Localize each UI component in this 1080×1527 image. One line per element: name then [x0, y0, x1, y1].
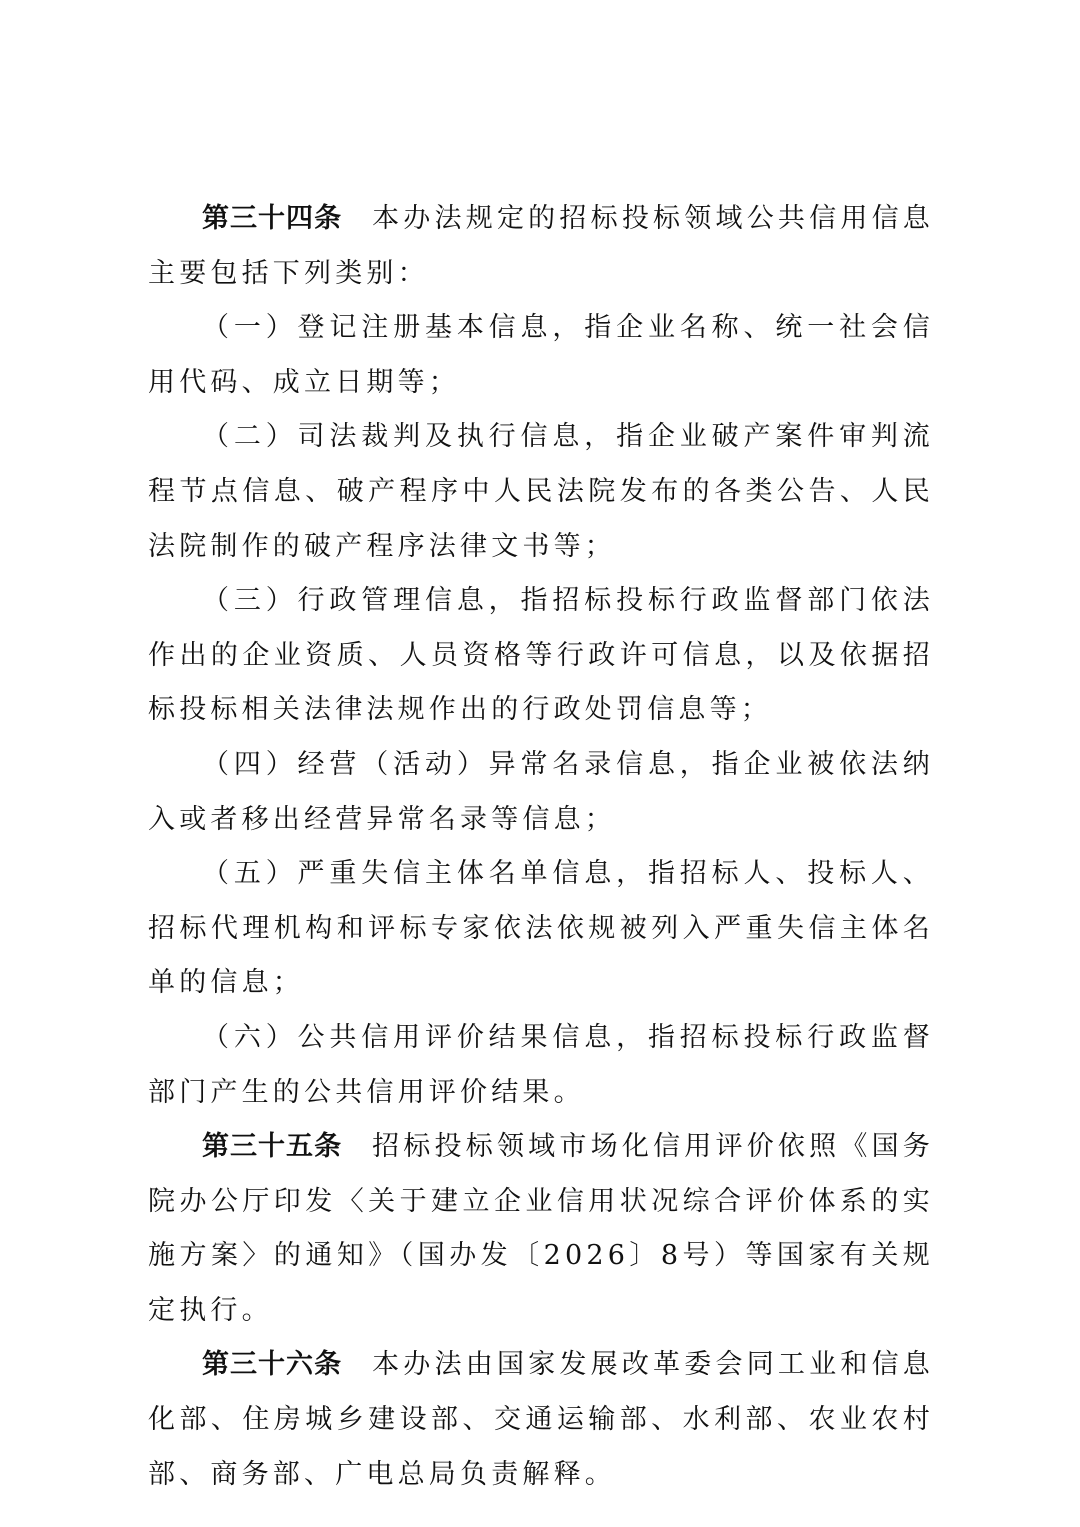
document-body: [148, 192, 934, 1502]
article-34-item-1: （一）登记注册基本信息，指企业名称、统一社会信用代码、成立日期等；: [148, 312, 934, 398]
article-34-item-5: （五）严重失信主体名单信息，指招标人、投标人、招标代理机构和评标专家依法依规被列入严重失信主体名单的信息；: [148, 858, 934, 999]
article-number: 第三十四条: [202, 203, 343, 234]
article-text: 本办法规定的招标投标领域公共信用信息主要包括下列类别：: [148, 203, 934, 289]
article-text: 本办法由国家发展改革委会同工业和信息化部、住房城乡建设部、交通运输部、水利部、农业农村部、商务部、广电总局负责解释。: [148, 1349, 934, 1490]
article-34-item-2: （二）司法裁判及执行信息，指企业破产案件审判流程节点信息、破产程序中人民法院发布的各类公告、人民法院制作的破产程序法律文书等；: [148, 421, 934, 562]
article-34-item-4: （四）经营（活动）异常名录信息，指企业被依法纳入或者移出经营异常名录等信息；: [148, 748, 934, 835]
article-number: 第三十六条: [202, 1349, 343, 1381]
article-34-item-6: （六）公共信用评价结果信息，指招标投标行政监督部门产生的公共信用评价结果。: [148, 1021, 934, 1108]
article-text: 招标投标领域市场化信用评价依照《国务院办公厅印发〈关于建立企业信用状况综合评价体系的实施方案〉的通知》（国办发〔2026〕8号）等国家有关规定执行。: [148, 1131, 934, 1326]
article-36: [148, 1338, 934, 1502]
article-34-intro: [148, 192, 934, 301]
article-35: [148, 1120, 934, 1338]
article-number: 第三十五条: [202, 1131, 343, 1163]
article-34-item-3: （三）行政管理信息，指招标投标行政监督部门依法作出的企业资质、人员资格等行政许可信息，以及依据招标投标相关法律法规作出的行政处罚信息等；: [148, 585, 934, 726]
